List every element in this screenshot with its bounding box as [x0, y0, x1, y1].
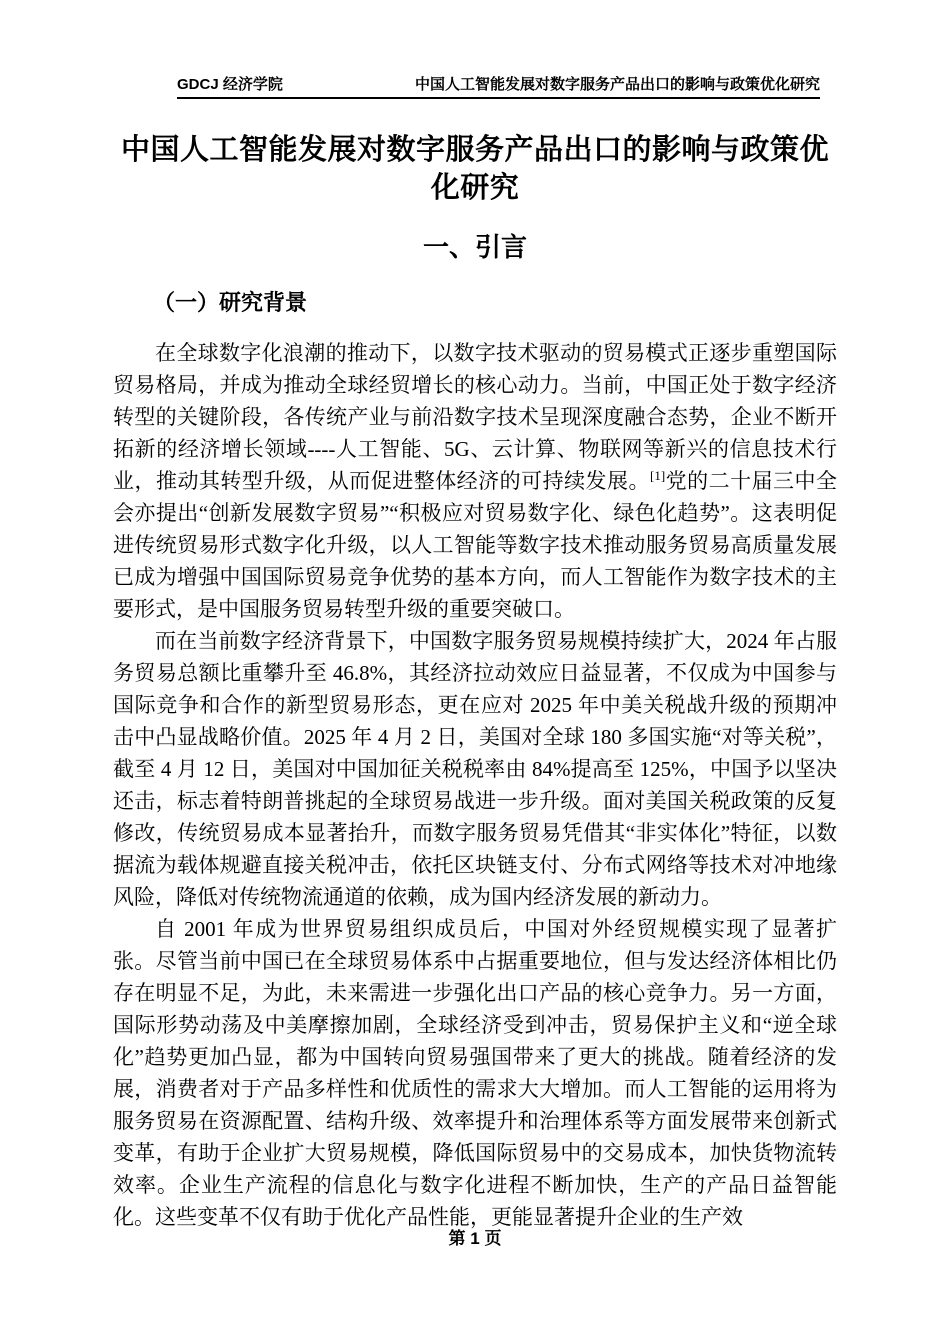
body-text	[113, 337, 837, 1233]
page-footer	[0, 1228, 950, 1250]
page-number: 第 1 页	[448, 1229, 502, 1248]
footnote-reference-1: [1]	[650, 468, 666, 483]
paragraph-2: 而在当前数字经济背景下，中国数字服务贸易规模持续扩大，2024 年占服务贸易总额比重攀升至 46.8%，其经济拉动效应日益显著，不仅成为中国参与国际竞争和合作的新型贸易形态，更在应对 2025 年中美关税战升级的预期冲击中凸显战略价值。2025 年 4 月 2 日，美国对全球 180 多国实施“对等关税”，截至 4 月 12 日，美国对中国加征关税税率由 84%提高至 125%，中国予以坚决还击，标志着特朗普挑起的全球贸易战进一步升级。面对美国关税政策的反复修改，传统贸易成本显著抬升，而数字服务贸易凭借其“非实体化”特征，以数据流为载体规避直接关税冲击，依托区块链支付、分布式网络等技术对冲地缘风险，降低对传统物流通道的依赖，成为国内经济发展的新动力。	[113, 629, 837, 909]
paragraph-1-text-after-ref: 党的二十届三中全会亦提出“创新发展数字贸易”“积极应对贸易数字化、绿色化趋势”。这表明促进传统贸易形式数字化升级，以人工智能等数字技术推动服务贸易高质量发展已成为增强中国国际贸易竞争优势的基本方向，而人工智能作为数字技术的主要形式，是中国服务贸易转型升级的重要突破口。	[113, 469, 838, 621]
paragraph-1-text-before-ref: 在全球数字化浪潮的推动下，以数字技术驱动的贸易模式正逐步重塑国际贸易格局，并成为推动全球经贸增长的核心动力。当前，中国正处于数字经济转型的关键阶段，各传统产业与前沿数字技术呈现深度融合态势，企业不断开拓新的经济增长领域----人工智能、5G、云计算、物联网等新兴的信息技术行业，推动其转型升级，从而促进整体经济的可持续发展。	[113, 341, 837, 493]
page-header	[113, 76, 838, 99]
document-title: 中国人工智能发展对数字服务产品出口的影响与政策优化研究	[120, 134, 829, 204]
section-heading-research-background: （一）研究背景	[153, 290, 308, 315]
paragraph-1	[113, 337, 837, 625]
header-school-name: GDCJ 经济学院	[177, 76, 283, 93]
header-running-title: 中国人工智能发展对数字服务产品出口的影响与政策优化研究	[414, 76, 820, 93]
chapter-heading-introduction: 一、引言	[422, 232, 527, 262]
header-rule	[177, 76, 820, 99]
paragraph-3: 自 2001 年成为世界贸易组织成员后，中国对外经贸规模实现了显著扩张。尽管当前中国已在全球贸易体系中占据重要地位，但与发达经济体相比仍存在明显不足，为此，未来需进一步强化出口产品的核心竞争力。另一方面，国际形势动荡及中美摩擦加剧，全球经济受到冲击，贸易保护主义和“逆全球化”趋势更加凸显，都为中国转向贸易强国带来了更大的挑战。随着经济的发展，消费者对于产品多样性和优质性的需求大大增加。而人工智能的运用将为服务贸易在资源配置、结构升级、效率提升和治理体系等方面发展带来创新式变革，有助于企业扩大贸易规模，降低国际贸易中的交易成本，加快货物流转效率。企业生产流程的信息化与数字化进程不断加快，生产的产品日益智能化。这些变革不仅有助于优化产品性能，更能显著提升企业的生产效	[113, 917, 837, 1229]
